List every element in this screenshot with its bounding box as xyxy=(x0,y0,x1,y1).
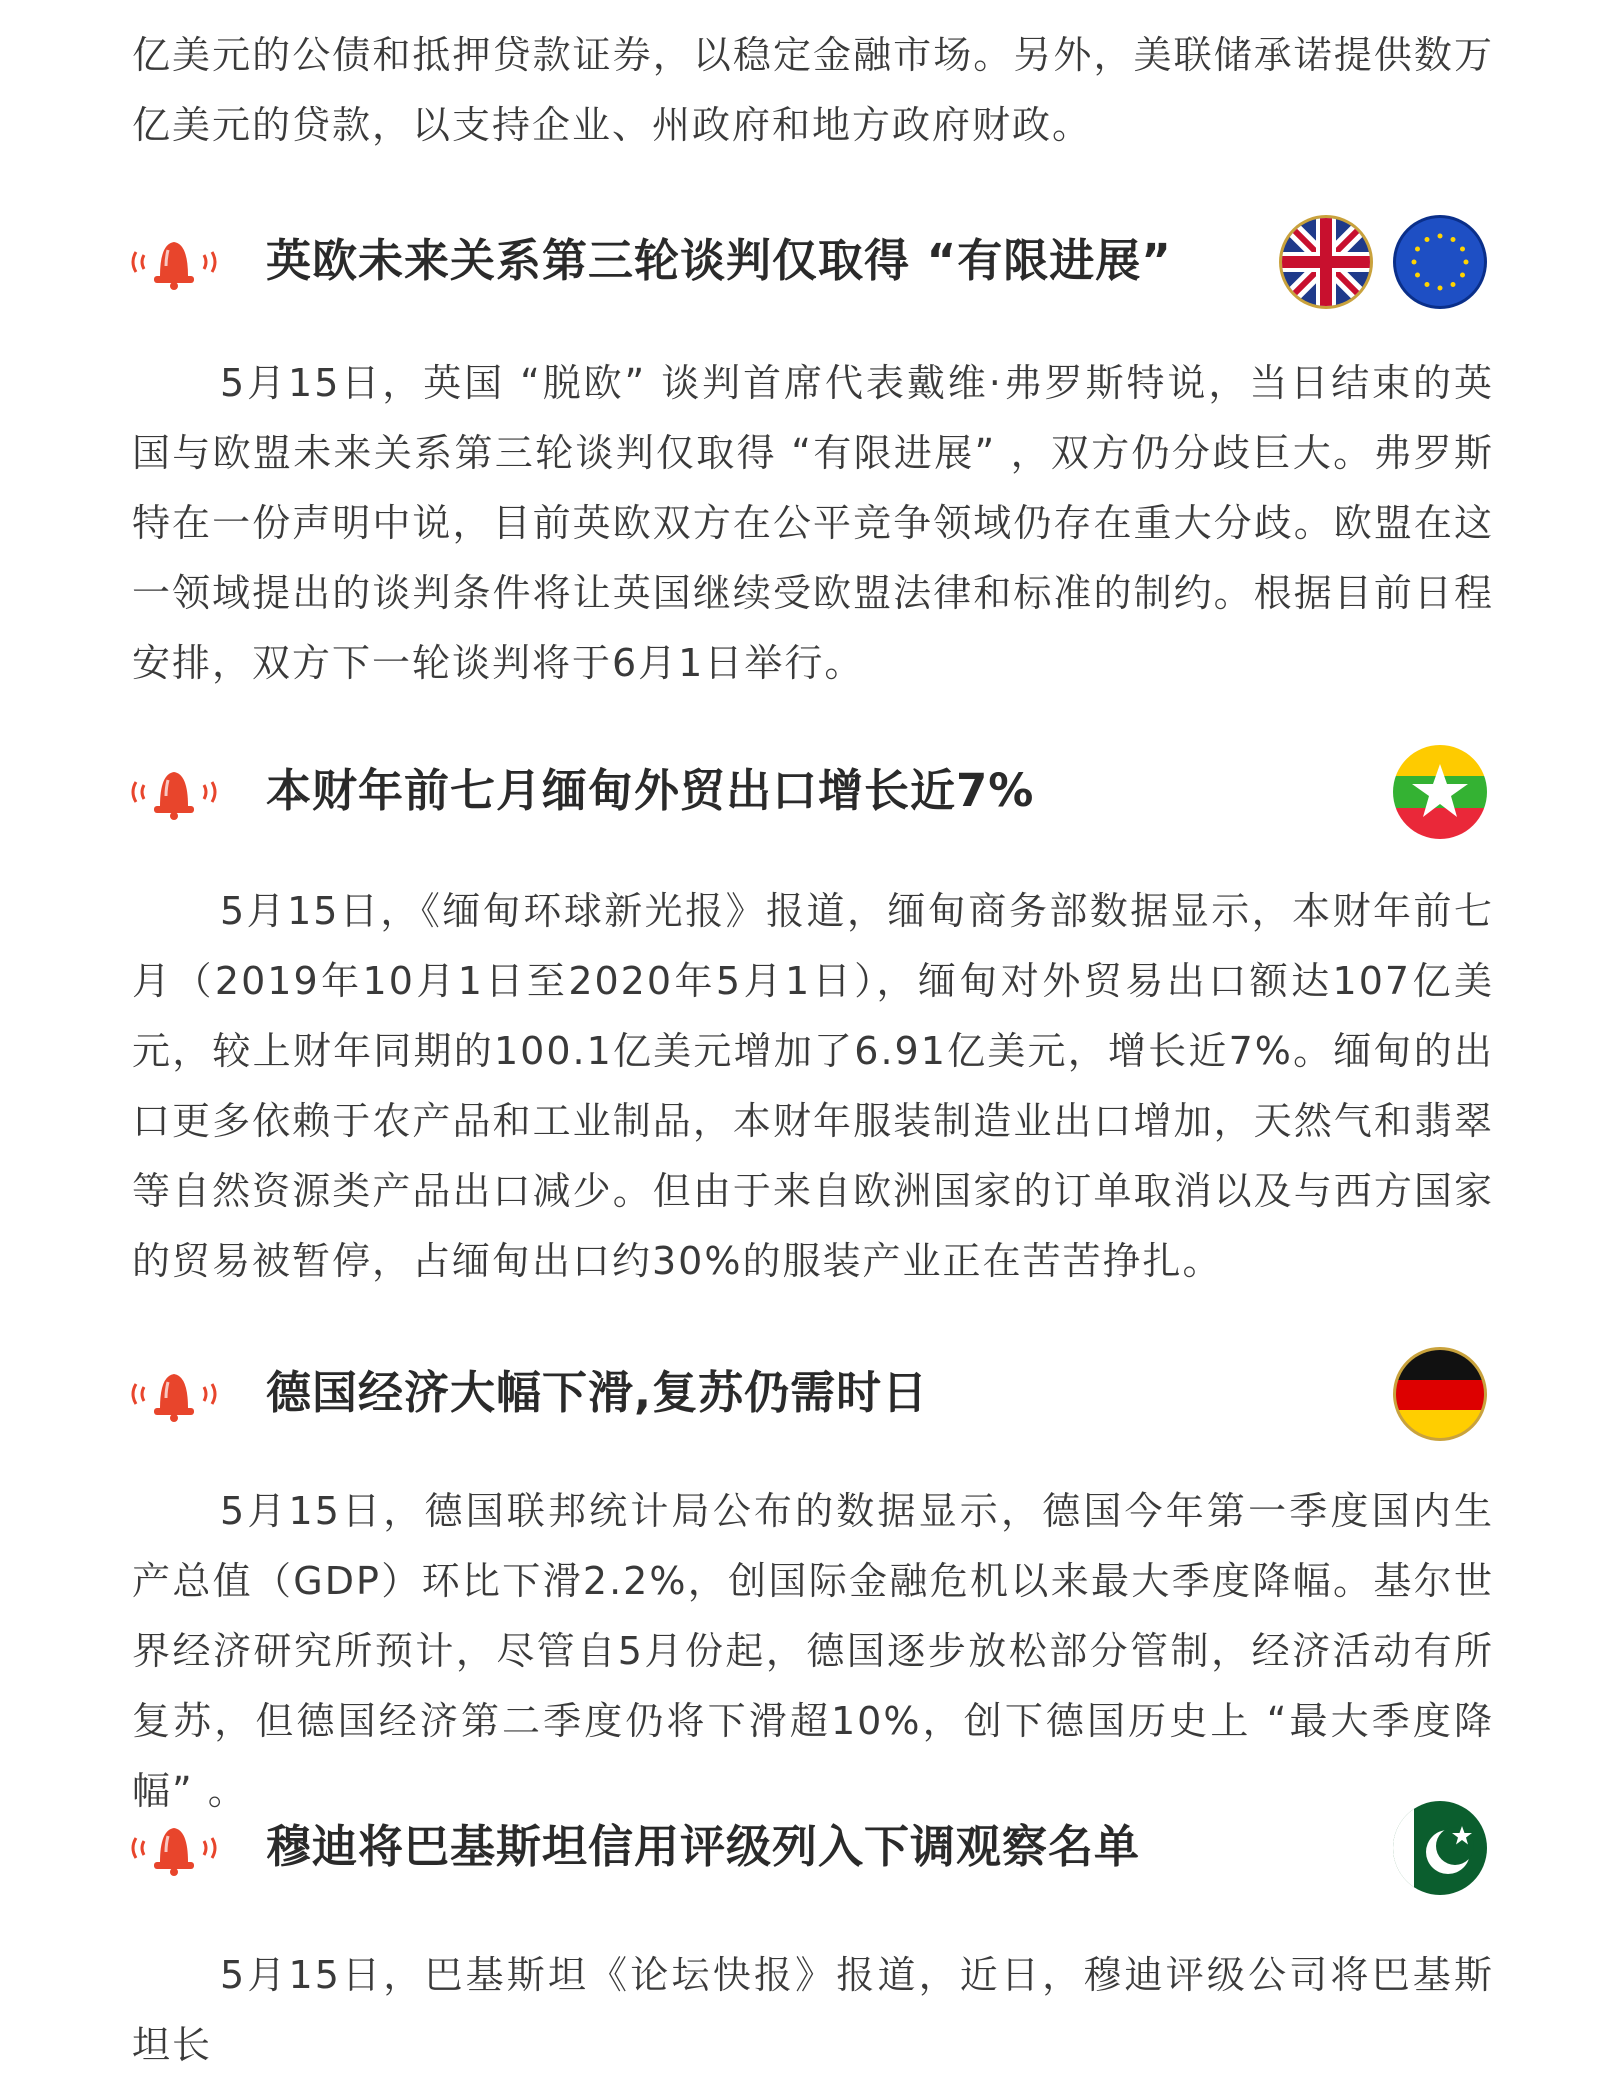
section-body: 5月15日，巴基斯坦《论坛快报》报道，近日，穆迪评级公司将巴基斯坦长 xyxy=(132,1953,1494,2067)
alarm-bell-icon xyxy=(126,760,222,824)
section-header-germany xyxy=(126,1346,1506,1456)
section-title: 德国经济大幅下滑,复苏仍需时日 xyxy=(266,1366,929,1419)
alarm-bell-icon xyxy=(126,1362,222,1426)
alarm-bell-icon xyxy=(126,230,222,294)
germany-flag-icon xyxy=(1392,1346,1488,1442)
section-header-pakistan xyxy=(126,1800,1506,1910)
section-header-myanmar xyxy=(126,744,1506,854)
section-body: 5月15日，《缅甸环球新光报》报道，缅甸商务部数据显示，本财年前七月（2019年10月1日至2020年5月1日），缅甸对外贸易出口额达107亿美元，较上财年同期的100.1亿美元增加了6.91亿美元，增长近7%。缅甸的出口更多依赖于农产品和工业制品，本财年服装制造业出口增加，天然气和翡翠等自然资源类产品出口减少。但由于来自欧洲国家的订单取消以及与西方国家的贸易被暂停，占缅甸出口约30%的服装产业正在苦苦挣扎。 xyxy=(132,889,1494,1283)
section-title: 英欧未来关系第三轮谈判仅取得 “有限进展” xyxy=(266,234,1172,287)
section-body: 5月15日，德国联邦统计局公布的数据显示，德国今年第一季度国内生产总值（GDP）环比下滑2.2%，创国际金融危机以来最大季度降幅。基尔世界经济研究所预计，尽管自5月份起，德国逐步放松部分管制，经济活动有所复苏，但德国经济第二季度仍将下滑超10%，创下德国历史上 “最大季度降幅” 。 xyxy=(132,1489,1494,1813)
alarm-bell-icon xyxy=(126,1816,222,1880)
section-title: 本财年前七月缅甸外贸出口增长近7% xyxy=(266,764,1035,817)
section-title: 穆迪将巴基斯坦信用评级列入下调观察名单 xyxy=(266,1820,1141,1873)
section-header-uk-eu xyxy=(126,214,1506,324)
pakistan-flag-icon xyxy=(1392,1800,1488,1896)
section-body: 5月15日，英国 “脱欧” 谈判首席代表戴维·弗罗斯特说，当日结束的英国与欧盟未来关系第三轮谈判仅取得 “有限进展” ，双方仍分歧巨大。弗罗斯特在一份声明中说，目前英欧双方在公平竞争领域仍存在重大分歧。欧盟在这一领域提出的谈判条件将让英国继续受欧盟法律和标准的制约。根据目前日程安排，双方下一轮谈判将于6月1日举行。 xyxy=(132,361,1494,685)
uk-flag-icon xyxy=(1278,214,1374,310)
myanmar-flag-icon xyxy=(1392,744,1488,840)
eu-flag-icon xyxy=(1392,214,1488,310)
intro-paragraph: 亿美元的公债和抵押贷款证券，以稳定金融市场。另外，美联储承诺提供数万亿美元的贷款，以支持企业、州政府和地方政府财政。 xyxy=(132,33,1494,147)
